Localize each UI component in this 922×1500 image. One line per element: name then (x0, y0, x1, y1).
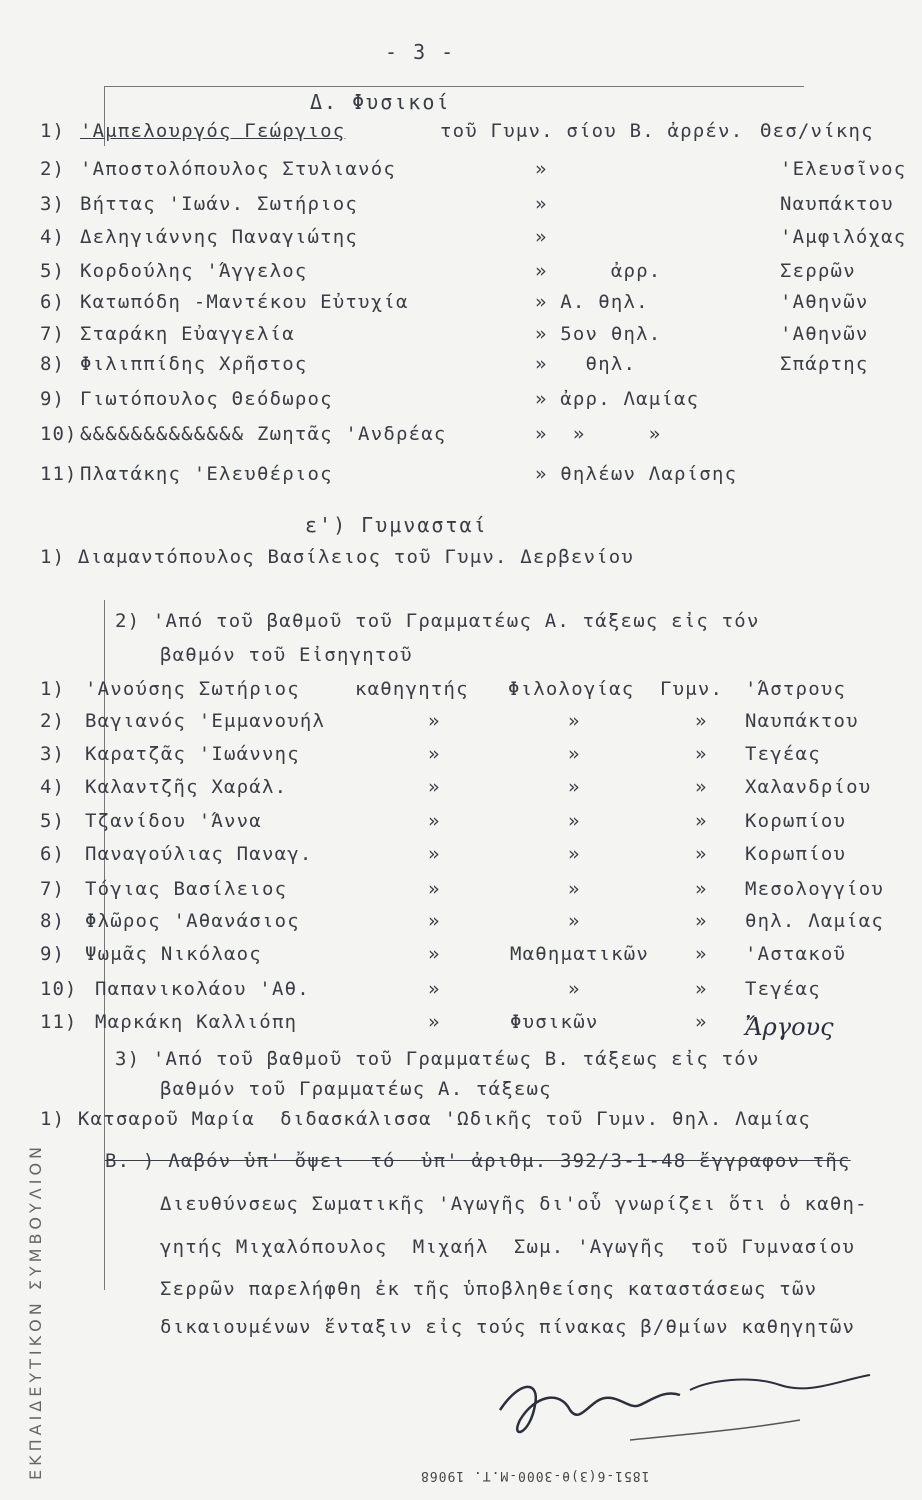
row-number: 9) (40, 388, 65, 410)
person-name: 'Ανούσης Σωτήριος (85, 678, 300, 700)
person-name: Παπανικολάου 'Αθ. (95, 978, 310, 1000)
subject-specialty: Φιλολογίας (508, 678, 635, 700)
role-title: » (428, 843, 441, 865)
row-number: 6) (40, 291, 65, 313)
person-name: Φλῶρος 'Αθανάσιος (85, 910, 300, 932)
row-number: 7) (40, 323, 65, 345)
role-title: » (428, 943, 441, 965)
person-name: Μαρκάκη Καλλιόπη (95, 1011, 298, 1033)
school-type: » (695, 978, 708, 1000)
role-title: καθηγητής (355, 678, 469, 700)
row-number: 8) (40, 353, 65, 375)
school-reference: » Α. θηλ. (535, 291, 649, 313)
school-type: » (695, 743, 708, 765)
role-title: » (428, 710, 441, 732)
ruled-line (104, 86, 804, 87)
person-name: 'Αμπελουργός Γεώργιος (80, 120, 346, 142)
person-name: Ψωμᾶς Νικόλαος (85, 943, 262, 965)
row-number: 5) (40, 260, 65, 282)
row-number: 6) (40, 843, 65, 865)
school-type: » (695, 843, 708, 865)
person-name: Κορδούλης 'Άγγελος (80, 260, 308, 282)
section-b-line: γητής Μιχαλόπουλος Μιχαήλ Σωμ. 'Αγωγῆς τοῦ Γυμνασίου (160, 1236, 856, 1258)
row-number: 9) (40, 943, 65, 965)
school-type: » (695, 1011, 708, 1033)
role-title: » (428, 910, 441, 932)
school-type: » (695, 776, 708, 798)
subject-specialty: » (568, 910, 581, 932)
row-number: 4) (40, 226, 65, 248)
school-location: 'Αθηνῶν (780, 323, 869, 345)
school-reference: » ἀρρ. (535, 260, 662, 282)
school-reference: » » » (535, 423, 662, 445)
school-reference: » (535, 158, 548, 180)
row-number: 7) (40, 878, 65, 900)
school-location: Κορωπίου (745, 810, 847, 832)
person-name: Δεληγιάννης Παναγιώτης (80, 226, 359, 248)
section-b-line: δικαιουμένων ἔνταξιν εἰς τούς πίνακας β/θμίων καθηγητῶν (160, 1316, 856, 1338)
school-location: 'Αμφιλόχας (780, 226, 907, 248)
row-number: 3) (40, 193, 65, 215)
section-b-line: Σερρῶν παρελήφθη ἐκ τῆς ὑποβληθείσης καταστάσεως τῶν (160, 1278, 818, 1300)
subject-specialty: » (568, 978, 581, 1000)
school-location: Τεγέας (745, 743, 821, 765)
school-location: Χαλανδρίου (745, 776, 872, 798)
section-3-row: 1) Κατσαροῦ Μαρία διδασκάλισσα 'Ωδικῆς τοῦ Γυμν. θηλ. Λαμίας (40, 1108, 811, 1130)
person-name: Πλατάκης 'Ελευθέριος (80, 463, 333, 485)
school-reference: » ἀρρ. Λαμίας (535, 388, 700, 410)
school-reference: » 5ον θηλ. (535, 323, 662, 345)
section-3-subheading: βαθμόν τοῦ Γραμματέως Α. τάξεως (160, 1078, 552, 1100)
role-title: » (428, 743, 441, 765)
school-location: Τεγέας (745, 978, 821, 1000)
page-number: - 3 - (385, 40, 456, 64)
person-name: Κατωπόδη -Μαντέκου Εὐτυχία (80, 291, 409, 313)
school-reference: τοῦ Γυμν. σίου Β. ἀρρέν. (440, 120, 744, 142)
margin-stamp: ΕΚΠΑΙΔΕΥΤΙΚΟΝ ΣΥΜΒΟΥΛΙΟΝ (26, 1142, 45, 1480)
section-b-line: Διευθύνσεως Σωματικῆς 'Αγωγῆς δι'οὗ γνωρίζει ὅτι ὁ καθη- (160, 1193, 868, 1215)
school-type: » (695, 943, 708, 965)
section-2-subheading: βαθμόν τοῦ Εἰσηγητοῦ (160, 644, 413, 666)
row-number: 1) (40, 120, 65, 142)
school-location: θηλ. Λαμίας (745, 910, 885, 932)
school-type: Γυμν. (660, 678, 724, 700)
school-type: » (695, 810, 708, 832)
role-title: » (428, 776, 441, 798)
school-location: Κορωπίου (745, 843, 847, 865)
section-e-row: 1) Διαμαντόπουλος Βασίλειος τοῦ Γυμν. Δερβενίου (40, 546, 635, 568)
school-location: 'Άστρους (745, 678, 847, 700)
school-location: Ἄργους (745, 1013, 834, 1041)
subject-specialty: » (568, 710, 581, 732)
person-name: Γιωτόπουλος Θεόδωρος (80, 388, 333, 410)
row-number: 11) (40, 1011, 78, 1033)
school-reference: » (535, 226, 548, 248)
person-name: &&&&&&&&&&&&& Ζωητᾶς 'Ανδρέας (80, 423, 447, 445)
person-name: Καλαντζῆς Χαράλ. (85, 776, 288, 798)
person-name: Τόγιας Βασίλειος (85, 878, 288, 900)
row-number: 1) (40, 678, 65, 700)
subject-specialty: Μαθηματικῶν (510, 943, 650, 965)
section-2-heading: 2) 'Από τοῦ βαθμοῦ τοῦ Γραμματέως Α. τάξεως εἰς τόν (115, 610, 760, 632)
row-number: 10) (40, 423, 78, 445)
person-name: Σταράκη Εὐαγγελία (80, 323, 295, 345)
school-type: » (695, 878, 708, 900)
school-location: Μεσολογγίου (745, 878, 885, 900)
section-e-heading: ε') Γυμνασταί (305, 513, 488, 537)
print-footer: 1851-6(3)θ-3000-Μ.Τ. 19068 (420, 1468, 650, 1483)
row-number: 2) (40, 158, 65, 180)
subject-specialty: » (568, 878, 581, 900)
section-3-heading: 3) 'Από τοῦ βαθμοῦ τοῦ Γραμματέως Β. τάξεως εἰς τόν (115, 1048, 760, 1070)
school-reference: » θηλέων Λαρίσης (535, 463, 738, 485)
school-location: Ναυπάκτου (745, 710, 859, 732)
section-b-line: Β. ) Λαβόν ὑπ' ὄψει τό ὑπ' ἀριθμ. 392/3-1-48 ἔγγραφον τῆς (105, 1150, 851, 1172)
school-type: » (695, 910, 708, 932)
subject-specialty: » (568, 743, 581, 765)
subject-specialty: Φυσικῶν (510, 1011, 599, 1033)
person-name: Φιλιππίδης Χρῆστος (80, 353, 308, 375)
role-title: » (428, 810, 441, 832)
row-number: 4) (40, 776, 65, 798)
row-number: 10) (40, 978, 78, 1000)
school-location: 'Ελευσῖνος (780, 158, 907, 180)
handwritten-signature (480, 1350, 900, 1460)
row-number: 5) (40, 810, 65, 832)
person-name: Τζανίδου 'Άννα (85, 810, 262, 832)
role-title: » (428, 1011, 441, 1033)
row-number: 8) (40, 910, 65, 932)
school-location: Σερρῶν (780, 260, 856, 282)
row-number: 3) (40, 743, 65, 765)
subject-specialty: » (568, 843, 581, 865)
person-name: Καρατζᾶς 'Ιωάννης (85, 743, 300, 765)
person-name: Βήττας 'Ιωάν. Σωτήριος (80, 193, 359, 215)
school-location: 'Αστακοῦ (745, 943, 847, 965)
row-number: 2) (40, 710, 65, 732)
role-title: » (428, 978, 441, 1000)
section-d-heading: Δ. Φυσικοί (310, 90, 451, 114)
school-location: 'Αθηνῶν (780, 291, 869, 313)
person-name: Παναγούλιας Παναγ. (85, 843, 313, 865)
row-number: 11) (40, 463, 78, 485)
school-location: Θεσ/νίκης (760, 120, 874, 142)
school-reference: » θηλ. (535, 353, 637, 375)
school-location: Ναυπάκτου (780, 193, 894, 215)
subject-specialty: » (568, 776, 581, 798)
school-type: » (695, 710, 708, 732)
person-name: Βαγιανός 'Εμμανουήλ (85, 710, 326, 732)
subject-specialty: » (568, 810, 581, 832)
role-title: » (428, 878, 441, 900)
school-location: Σπάρτης (780, 353, 869, 375)
school-reference: » (535, 193, 548, 215)
person-name: 'Αποστολόπουλος Στυλιανός (80, 158, 396, 180)
